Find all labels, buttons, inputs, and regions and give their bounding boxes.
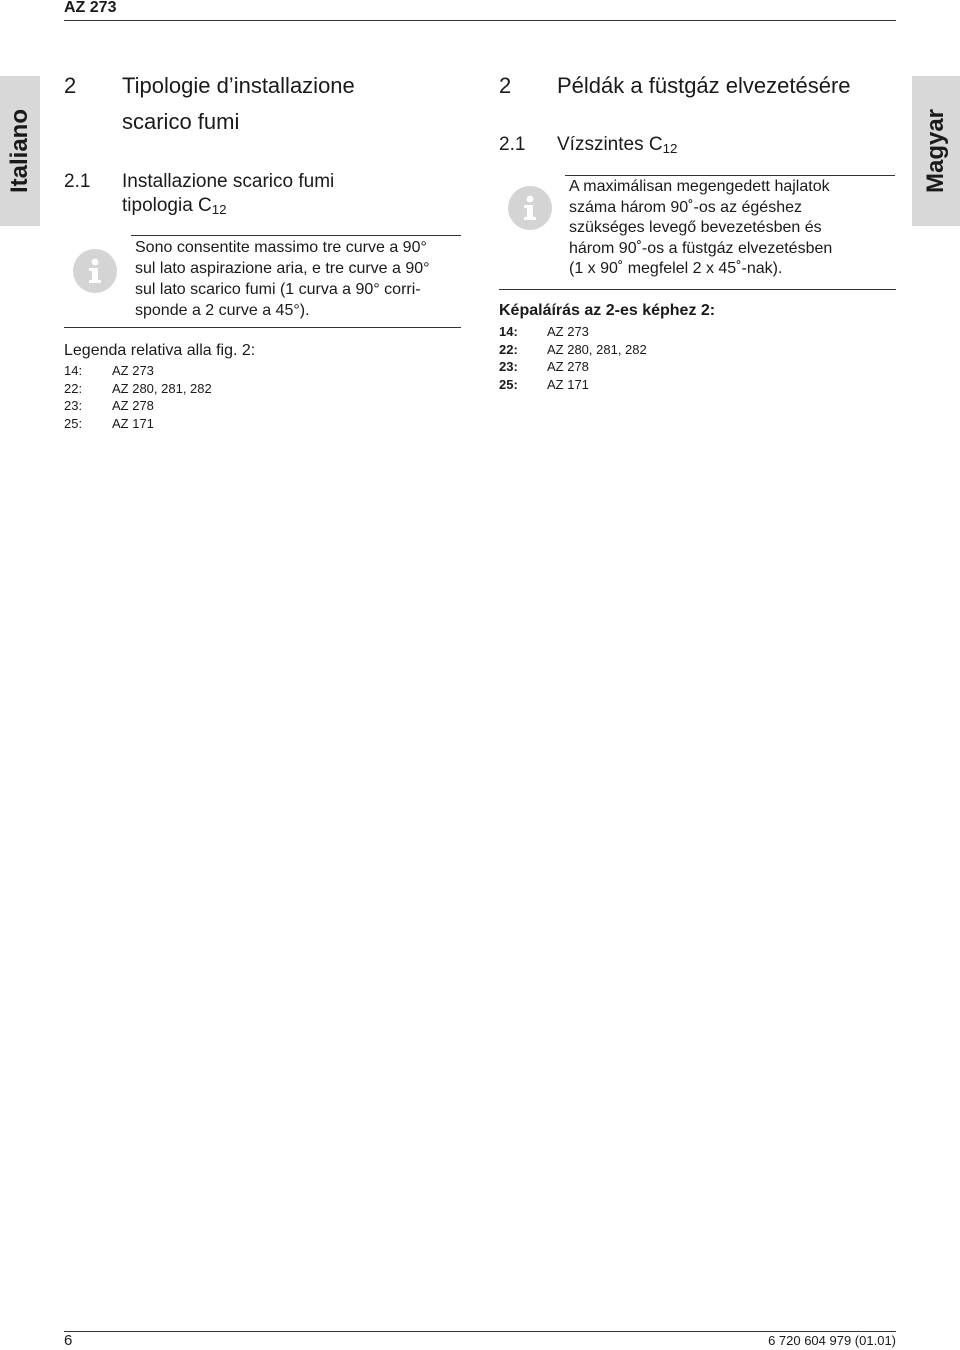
left-subsection-title-line1: Installazione scarico fumi <box>122 171 335 192</box>
left-subsection-number: 2.1 <box>64 171 91 192</box>
info-icon-glyph <box>73 249 117 293</box>
page-number: 6 <box>64 1332 73 1349</box>
left-note-line: sul lato scarico fumi (1 curva a 90° corri- <box>135 281 421 298</box>
right-note-line: száma három 90˚-os az égéshez <box>569 198 802 216</box>
left-section-number: 2 <box>64 73 77 98</box>
right-legend-title: Képaláírás az 2-es képhez 2: <box>499 302 716 319</box>
legend-value: AZ 273 <box>547 324 589 339</box>
right-note-line: A maximálisan megengedett hajlatok <box>569 178 830 195</box>
right-subsection-number: 2.1 <box>499 134 526 155</box>
legend-value: AZ 273 <box>112 363 154 378</box>
legend-key: 25: <box>499 376 518 392</box>
legend-row <box>64 415 212 433</box>
legend-value: AZ 278 <box>547 359 589 374</box>
left-legend-list <box>64 362 212 432</box>
legend-value: AZ 280, 281, 282 <box>112 380 212 396</box>
language-tab-right-label: Magyar <box>922 108 950 194</box>
legend-key: 14: <box>64 363 83 378</box>
left-section-title <box>122 68 355 140</box>
right-note-text <box>569 177 899 280</box>
language-tab-left <box>0 76 40 226</box>
legend-key: 23: <box>499 359 518 374</box>
legend-row <box>499 358 647 376</box>
right-subsection-title-subscript: 12 <box>662 141 678 156</box>
right-subsection-title-text: Vízszintes C <box>557 134 663 155</box>
left-subsection-title-text: tipologia C <box>122 195 212 216</box>
right-note-line: (1 x 90˚ megfelel 2 x 45˚-nak). <box>569 260 783 277</box>
left-subsection-title-subscript: 12 <box>211 202 227 217</box>
right-section-title: Példák a füstgáz elvezetésére <box>557 73 851 98</box>
left-note-line: sponde a 2 curve a 45°). <box>135 302 310 319</box>
right-subsection-title <box>557 133 677 157</box>
left-legend-title: Legenda relativa alla fig. 2: <box>64 342 256 359</box>
info-icon <box>73 249 117 293</box>
header-rule <box>64 20 896 21</box>
left-note-top-rule <box>131 235 461 236</box>
legend-key: 22: <box>499 341 518 357</box>
legend-value: AZ 278 <box>112 398 154 413</box>
left-section-title-line1: Tipologie d’installazione <box>122 73 355 98</box>
info-icon <box>508 186 552 230</box>
left-note-line: sul lato aspirazione aria, e tre curve a 90° <box>135 260 430 277</box>
right-section-number: 2 <box>499 73 512 98</box>
right-note-line: három 90˚-os a füstgáz elvezetésben <box>569 239 833 257</box>
legend-row <box>64 362 212 380</box>
legend-row <box>499 376 647 394</box>
right-note-bottom-rule <box>499 289 896 290</box>
right-note-line: szükséges levegő bevezetésben és <box>569 219 822 236</box>
legend-value: AZ 171 <box>112 415 154 431</box>
legend-row <box>64 380 212 398</box>
legend-row <box>64 397 212 415</box>
legend-value: AZ 280, 281, 282 <box>547 341 647 357</box>
left-note-bottom-rule <box>64 327 461 328</box>
footer-rule <box>64 1331 896 1332</box>
left-section-title-line2: scarico fumi <box>122 109 240 134</box>
language-tab-right <box>912 76 960 226</box>
left-note-text <box>135 237 465 321</box>
document-code: 6 720 604 979 (01.01) <box>768 1333 896 1348</box>
left-subsection-title <box>122 170 334 218</box>
legend-row <box>499 341 647 359</box>
legend-key: 25: <box>64 415 83 431</box>
info-icon-glyph <box>508 186 552 230</box>
legend-value: AZ 171 <box>547 376 589 392</box>
language-tab-left-label: Italiano <box>6 108 34 194</box>
left-section-heading <box>64 68 76 104</box>
legend-row <box>499 323 647 341</box>
left-subsection-title-line2 <box>122 194 334 218</box>
document-header-title: AZ 273 <box>64 0 117 16</box>
legend-key: 23: <box>64 398 83 413</box>
legend-key: 22: <box>64 380 83 396</box>
right-note-top-rule <box>565 175 895 176</box>
left-note-line: Sono consentite massimo tre curve a 90° <box>135 239 427 256</box>
right-legend-list <box>499 323 647 393</box>
legend-key: 14: <box>499 324 518 339</box>
